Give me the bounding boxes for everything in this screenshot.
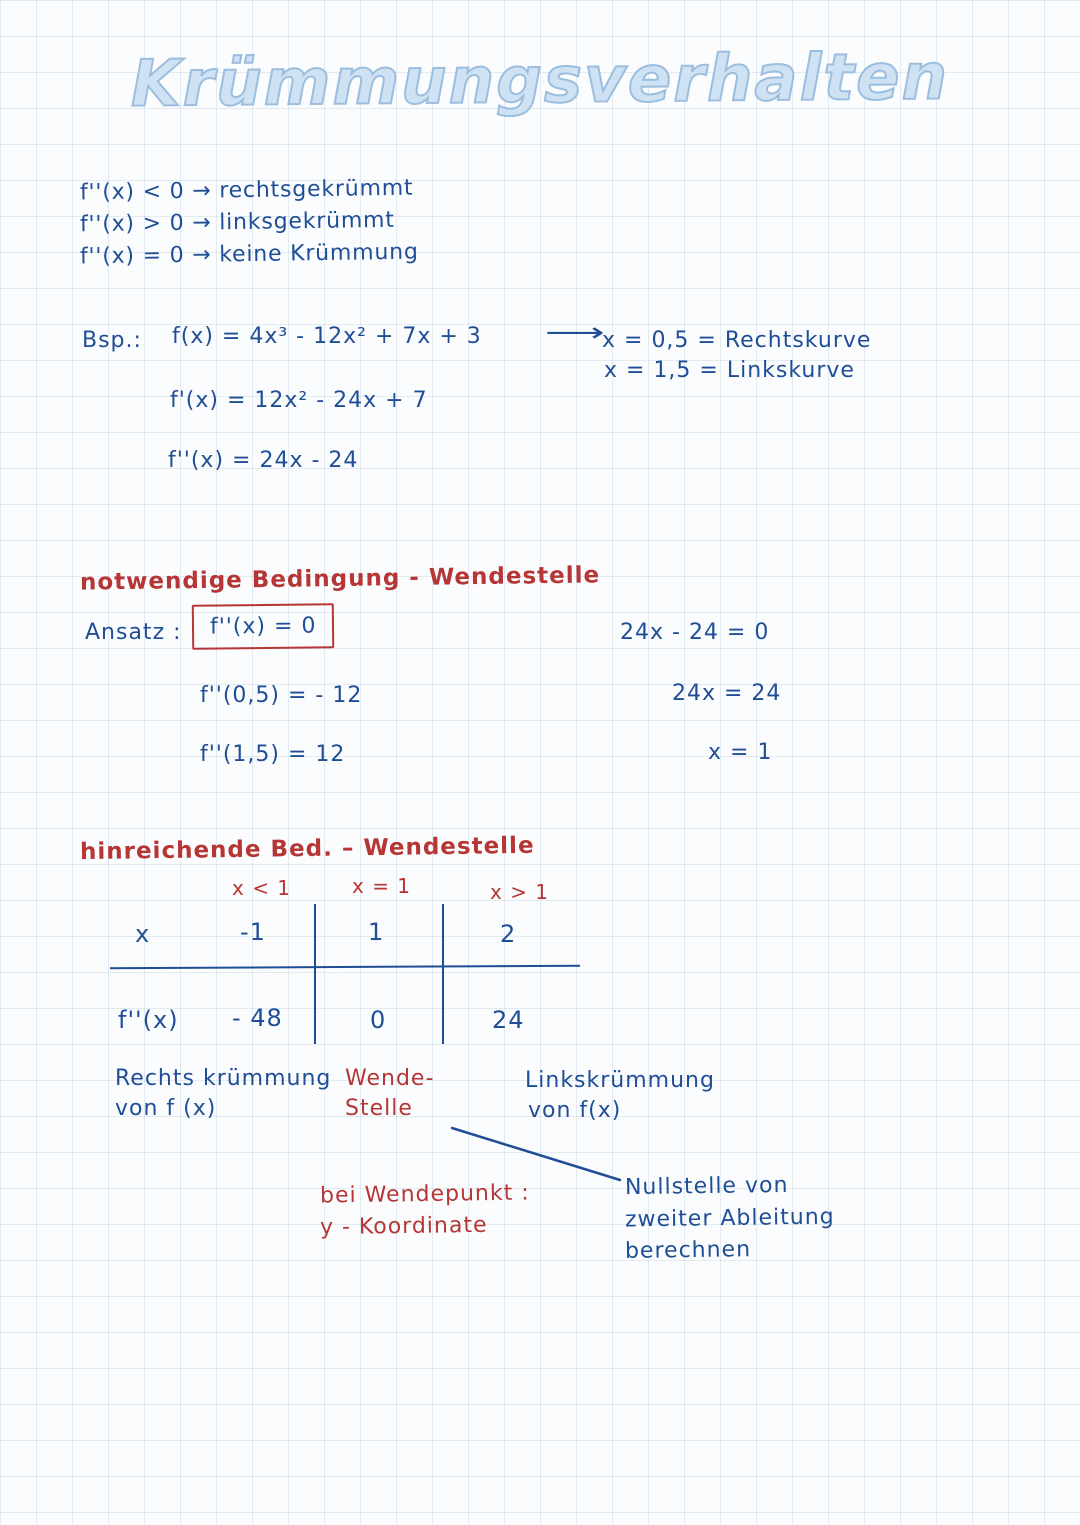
table-vertical-line-1 [314,904,316,1044]
sufficient-heading: hinreichende Bed. – Wendestelle [79,832,535,866]
first-derivative: f'(x) = 12x² - 24x + 7 [170,388,428,413]
table-row-x-val-3: 2 [500,920,517,948]
table-row-f2-val-2: 0 [370,1006,387,1034]
caption-wendestelle-2: Stelle [345,1096,413,1121]
rule-line-3: f''(x) = 0 → keine Krümmung [79,239,419,270]
table-row-x-val-2: 1 [368,918,385,946]
table-row-x-label: x [135,920,151,948]
table-row-f2-val-1: - 48 [232,1004,283,1032]
note-nullstelle-3: berechnen [624,1237,752,1264]
table-row-x-val-1: -1 [240,918,266,946]
table-row-f2-val-3: 24 [492,1006,525,1034]
ansatz-equation: f''(x) = 0 [209,613,317,640]
rule-line-1: f''(x) < 0 → rechtsgekrümmt [79,175,414,206]
note-wendepunkt-2: y - Koordinate [319,1212,488,1241]
ansatz-red-box [192,603,335,649]
second-derivative: f''(x) = 24x - 24 [168,448,359,473]
example-case-2: x = 1,5 = Linkskurve [604,358,855,383]
caption-linkskruemmung-2: von f(x) [528,1098,622,1123]
table-row-f2-label: f''(x) [118,1006,179,1034]
caption-wendestelle-1: Wende- [345,1066,435,1091]
eval-at-05: f''(0,5) = - 12 [200,683,363,708]
table-vertical-line-2 [442,904,444,1044]
rule-line-2: f''(x) > 0 → linksgekrümmt [79,207,395,238]
necessary-heading: notwendige Bedingung - Wendestelle [79,562,601,596]
table-col-header-2: x = 1 [352,874,412,898]
solve-step-2: 24x = 24 [672,681,782,706]
example-case-1: x = 0,5 = Rechtskurve [602,328,872,353]
table-horizontal-line [110,965,580,969]
note-nullstelle-1: Nullstelle von [624,1172,789,1201]
caption-rechtskruemmung-2: von f (x) [115,1096,217,1121]
note-wendepunkt-1: bei Wendepunkt : [319,1180,530,1209]
caption-rechtskruemmung-1: Rechts krümmung [115,1066,332,1091]
eval-at-15: f''(1,5) = 12 [200,742,346,767]
table-col-header-3: x > 1 [490,880,550,904]
table-col-header-1: x < 1 [232,876,292,900]
example-function: f(x) = 4x³ - 12x² + 7x + 3 [172,324,482,349]
ansatz-label: Ansatz : [85,620,182,645]
caption-linkskruemmung-1: Linkskrümmung [525,1068,715,1093]
long-arrow-icon: ⟶ [545,318,605,348]
note-nullstelle-2: zweiter Ableitung [624,1204,835,1233]
solve-step-1: 24x - 24 = 0 [620,620,770,645]
solve-step-3: x = 1 [708,740,773,765]
example-label: Bsp.: [82,328,142,353]
page-title: Krümmungsverhalten [130,40,950,122]
